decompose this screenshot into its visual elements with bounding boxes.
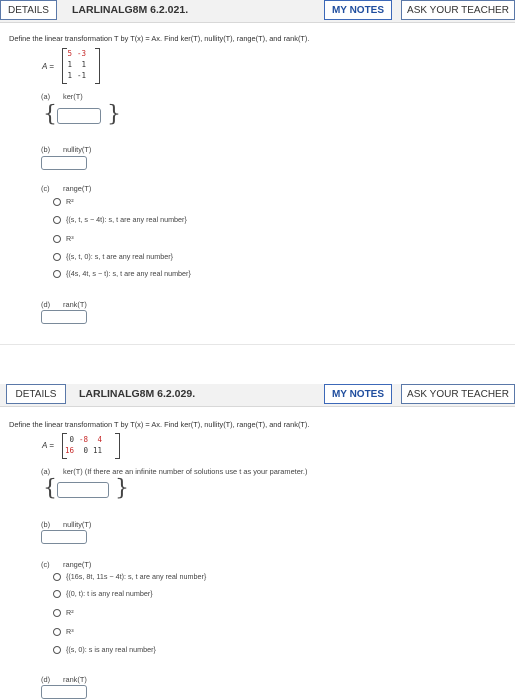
q2-matrix-right-bracket	[115, 433, 120, 459]
radio-button[interactable]	[53, 235, 61, 243]
q1-option-2[interactable]	[53, 215, 187, 224]
q2-matrix-label: A =	[42, 441, 54, 450]
q2-part-c-label: (c)	[41, 560, 50, 569]
q1-part-b-text: nullity(T)	[63, 145, 92, 154]
option-label: {(s, t, 0): s, t are any real number}	[66, 252, 174, 261]
q1-rank-answer-field[interactable]	[41, 310, 87, 324]
matrix-cell: 1	[67, 60, 72, 69]
q2-part-a-text: ker(T) (If there are an infinite number of solutions use t as your parameter.)	[63, 467, 308, 476]
q2-option-2[interactable]	[53, 589, 153, 598]
option-label: {(s, t, s − 4t): s, t are any real number}	[66, 215, 187, 224]
q1-option-5[interactable]	[53, 269, 191, 278]
q1-part-b-label: (b)	[41, 145, 51, 154]
q1-part-d	[41, 300, 87, 309]
matrix-cell: 16	[64, 446, 74, 455]
radio-button[interactable]	[53, 590, 61, 598]
q1-option-1[interactable]	[53, 197, 74, 206]
q1-my-notes-button[interactable]: MY NOTES	[324, 0, 392, 20]
q2-part-c	[41, 560, 91, 569]
matrix-cell: -1	[76, 71, 86, 80]
option-label: R³	[66, 234, 74, 243]
q1-part-a-label: (a)	[41, 92, 51, 101]
q2-nullity-answer-field[interactable]	[41, 530, 87, 544]
radio-button[interactable]	[53, 253, 61, 261]
q2-part-d-label: (d)	[41, 675, 51, 684]
option-label: R³	[66, 627, 74, 636]
q1-matrix	[62, 48, 86, 81]
q2-part-b-text: nullity(T)	[63, 520, 92, 529]
radio-button[interactable]	[53, 573, 61, 581]
q1-ker-set-input	[43, 102, 121, 127]
q1-part-c-text: range(T)	[63, 184, 92, 193]
q2-details-button[interactable]: DETAILS	[6, 384, 66, 404]
matrix-cell: 1	[67, 71, 72, 80]
radio-button[interactable]	[53, 198, 61, 206]
q1-part-d-text: rank(T)	[63, 300, 87, 309]
radio-button[interactable]	[53, 609, 61, 617]
option-label: {(0, t): t is any real number}	[66, 589, 153, 598]
q2-ker-set-input	[43, 476, 129, 501]
q1-option-3[interactable]	[53, 234, 74, 243]
q2-ker-answer-field[interactable]	[57, 482, 109, 498]
q1-matrix-label: A =	[42, 62, 54, 71]
left-brace: {	[43, 102, 57, 127]
question-divider	[0, 344, 515, 345]
matrix-cell: 0	[83, 446, 88, 455]
right-brace: }	[115, 476, 129, 501]
q1-part-a-text: ker(T)	[63, 92, 83, 101]
q1-details-button[interactable]: DETAILS	[0, 0, 57, 20]
q2-rank-answer-field[interactable]	[41, 685, 87, 699]
q1-part-a	[41, 92, 83, 101]
matrix-cell: -8	[78, 435, 88, 444]
matrix-cell: 4	[97, 435, 102, 444]
option-label: {(16s, 8t, 11s − 4t): s, t are any real number}	[66, 572, 207, 581]
matrix-cell: 0	[69, 435, 74, 444]
radio-button[interactable]	[53, 270, 61, 278]
right-brace: }	[107, 102, 121, 127]
q1-part-d-label: (d)	[41, 300, 51, 309]
q1-nullity-answer-field[interactable]	[41, 156, 87, 170]
q2-problem-code: LARLINALG8M 6.2.029.	[79, 388, 196, 400]
option-label: R²	[66, 197, 74, 206]
q2-option-5[interactable]	[53, 645, 156, 654]
radio-button[interactable]	[53, 628, 61, 636]
radio-button[interactable]	[53, 216, 61, 224]
matrix-cell: 5	[67, 49, 72, 58]
q2-part-c-text: range(T)	[63, 560, 92, 569]
matrix-cell: 1	[81, 60, 86, 69]
q2-ask-teacher-button[interactable]: ASK YOUR TEACHER	[401, 384, 515, 404]
matrix-cell: -3	[76, 49, 86, 58]
q1-option-4[interactable]	[53, 252, 173, 261]
q1-prompt: Define the linear transformation T by T(x) = Ax. Find ker(T), nullity(T), range(T), and rank(T).	[9, 34, 310, 43]
q1-part-c-label: (c)	[41, 184, 50, 193]
q2-part-b-label: (b)	[41, 520, 51, 529]
q2-part-a	[41, 467, 307, 476]
option-label: {(s, 0): s is any real number}	[66, 645, 156, 654]
q2-part-b	[41, 520, 91, 529]
q1-matrix-right-bracket	[95, 48, 100, 84]
q2-option-4[interactable]	[53, 627, 74, 636]
q2-header-bar	[0, 384, 515, 407]
q1-part-b	[41, 145, 91, 154]
left-brace: {	[43, 476, 57, 501]
q2-my-notes-button[interactable]: MY NOTES	[324, 384, 392, 404]
q2-matrix	[64, 434, 102, 456]
option-label: {(4s, 4t, s − t): s, t are any real number}	[66, 269, 191, 278]
q1-header-bar	[0, 0, 515, 23]
q1-problem-code: LARLINALG8M 6.2.021.	[72, 4, 189, 16]
q2-option-3[interactable]	[53, 608, 74, 617]
q2-part-d	[41, 675, 87, 684]
q2-option-1[interactable]	[53, 572, 206, 581]
q1-ask-teacher-button[interactable]: ASK YOUR TEACHER	[401, 0, 515, 20]
q1-part-c	[41, 184, 91, 193]
radio-button[interactable]	[53, 646, 61, 654]
option-label: R²	[66, 608, 74, 617]
matrix-cell: 11	[92, 446, 102, 455]
q1-ker-answer-field[interactable]	[57, 108, 101, 124]
q2-prompt: Define the linear transformation T by T(x) = Ax. Find ker(T), nullity(T), range(T), and rank(T).	[9, 420, 310, 429]
q2-part-d-text: rank(T)	[63, 675, 87, 684]
q2-part-a-label: (a)	[41, 467, 51, 476]
